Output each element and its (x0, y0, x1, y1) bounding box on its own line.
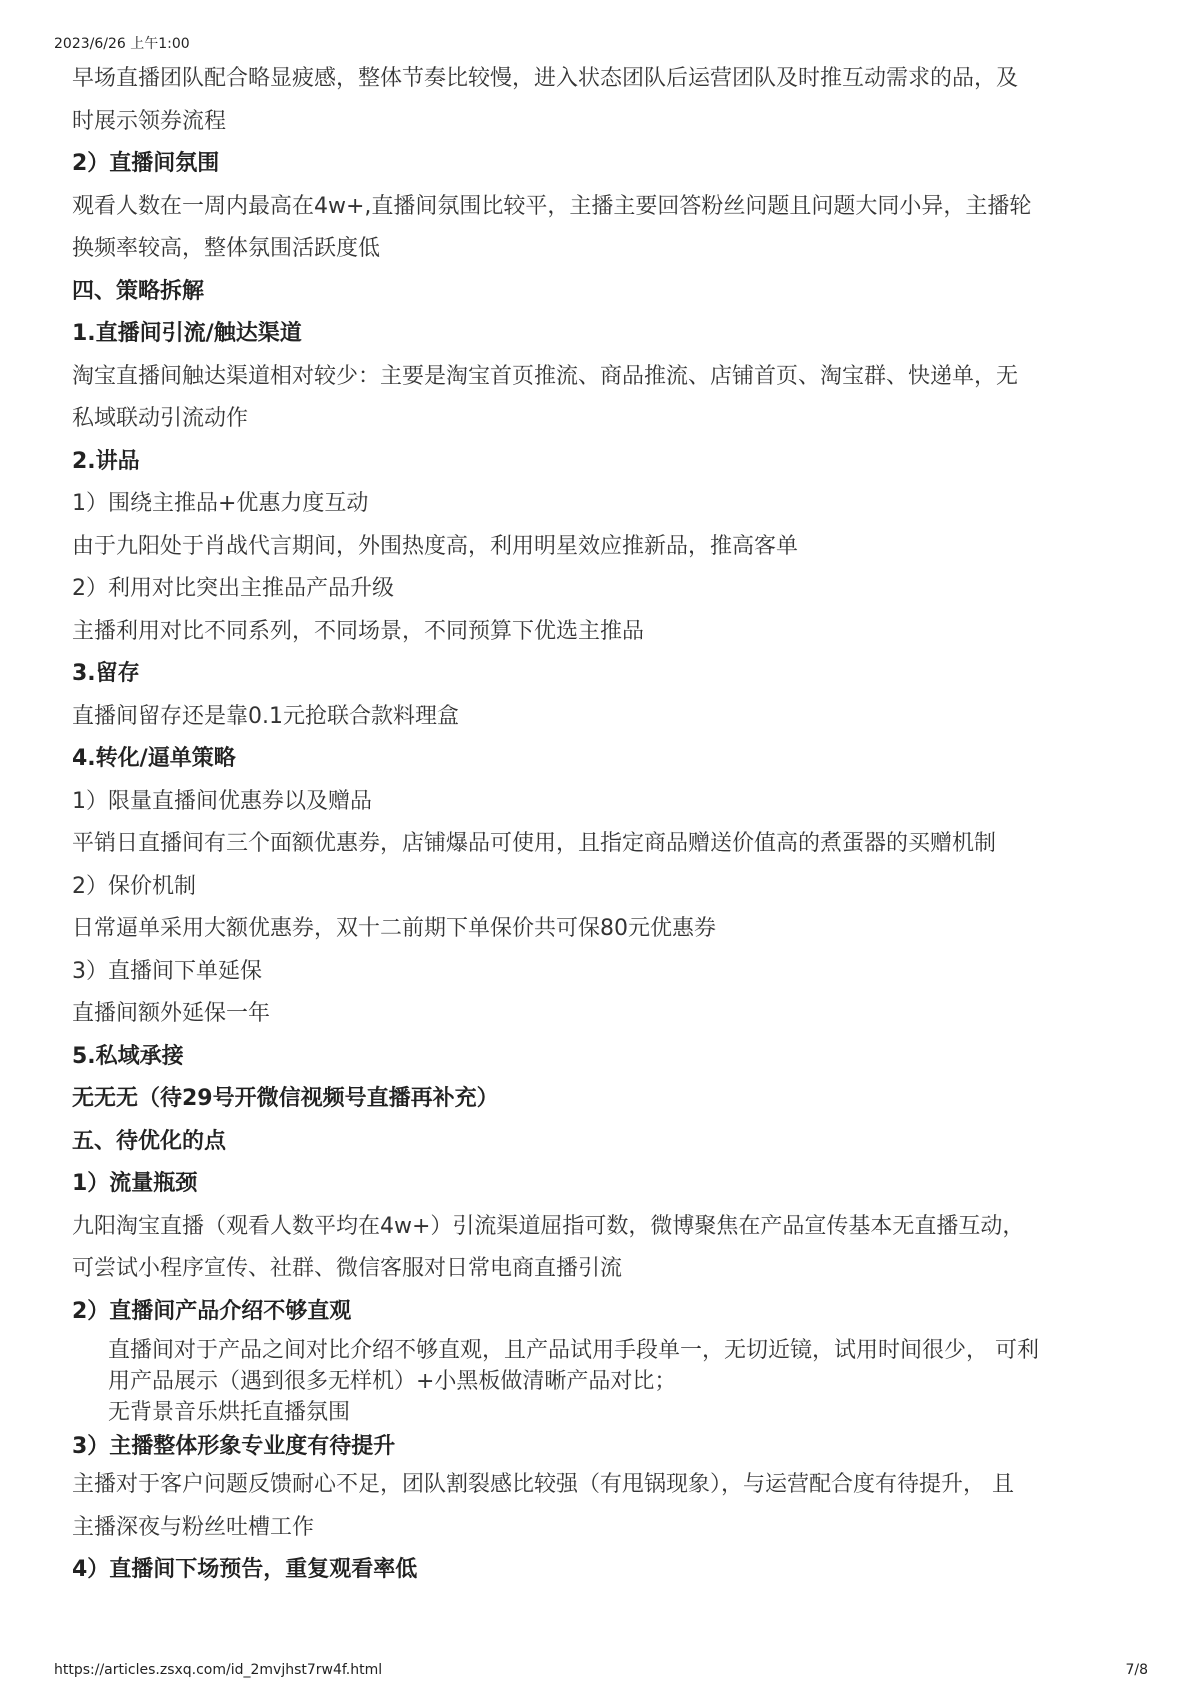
indented-line: 无背景音乐烘托直播氛围 (108, 1400, 351, 1425)
print-timestamp: 2023/6/26 上午1:00 (54, 36, 190, 52)
section-heading: 五、待优化的点 (72, 1128, 227, 1154)
paragraph-line: 主播对于客户问题反馈耐心不足，团队割裂感比较强（有甩锅现象），与运营配合度有待提升， 且 (72, 1472, 1014, 1497)
list-item: 3）直播间下单延保 (72, 958, 262, 984)
paragraph-line: 日常逼单采用大额优惠券，双十二前期下单保价共可保80元优惠券 (72, 916, 716, 941)
paragraph-line: 早场直播团队配合略显疲感，整体节奏比较慢，进入状态团队后运营团队及时推互动需求的品，及 (72, 66, 1019, 91)
footer-url[interactable]: https://articles.zsxq.com/id_2mvjhst7rw4f.html (54, 1662, 383, 1678)
subheading: 2）直播间产品介绍不够直观 (72, 1298, 352, 1324)
subheading: 2）直播间氛围 (72, 151, 220, 176)
subheading: 3）主播整体形象专业度有待提升 (72, 1434, 396, 1459)
paragraph-line: 可尝试小程序宣传、社群、微信客服对日常电商直播引流 (72, 1256, 623, 1281)
indented-line: 直播间对于产品之间对比介绍不够直观，且产品试用手段单一，无切近镜，试用时间很少， 可利 (108, 1338, 1039, 1363)
paragraph-line: 直播间留存还是靠0.1元抢联合款料理盒 (72, 703, 459, 729)
bold-paragraph: 无无无（待29号开微信视频号直播再补充） (72, 1086, 499, 1111)
article-body (72, 58, 1152, 1592)
paragraph-line: 主播利用对比不同系列，不同场景，不同预算下优选主推品 (72, 618, 645, 644)
indented-line: 用产品展示（遇到很多无样机）+小黑板做清晰产品对比； (108, 1369, 677, 1394)
subheading: 4.转化/逼单策略 (72, 746, 236, 771)
paragraph-line: 时展示领券流程 (72, 108, 227, 134)
paragraph-line: 主播深夜与粉丝吐槽工作 (72, 1514, 315, 1540)
subheading: 1.直播间引流/触达渠道 (72, 321, 302, 346)
paragraph-line: 九阳淘宝直播（观看人数平均在4w+）引流渠道屈指可数，微博聚焦在产品宣传基本无直播互动， (72, 1213, 1025, 1239)
subheading: 1）流量瓶颈 (72, 1171, 198, 1196)
list-item: 2）保价机制 (72, 873, 196, 899)
subheading: 4）直播间下场预告，重复观看率低 (72, 1557, 418, 1582)
paragraph-line: 私域联动引流动作 (72, 406, 249, 431)
section-heading: 四、策略拆解 (72, 278, 205, 304)
list-item: 2）利用对比突出主推品产品升级 (72, 576, 394, 601)
paragraph-line: 直播间额外延保一年 (72, 1001, 271, 1026)
indented-block (72, 1335, 1152, 1428)
page-number: 7/8 (1125, 1662, 1148, 1678)
paragraph-line: 平销日直播间有三个面额优惠券，店铺爆品可使用，且指定商品赠送价值高的煮蛋器的买赠机制 (72, 831, 997, 856)
paragraph-line: 由于九阳处于肖战代言期间，外围热度高，利用明星效应推新品，推高客单 (72, 533, 799, 559)
subheading: 2.讲品 (72, 448, 140, 474)
paragraph-line: 观看人数在一周内最高在4w+,直播间氛围比较平，主播主要回答粉丝问题且问题大同小异，主播轮 (72, 193, 1032, 219)
subheading: 3.留存 (72, 661, 140, 686)
subheading: 5.私域承接 (72, 1043, 184, 1069)
list-item: 1）限量直播间优惠券以及赠品 (72, 788, 372, 814)
paragraph-line: 淘宝直播间触达渠道相对较少：主要是淘宝首页推流、商品推流、店铺首页、淘宝群、快递单，无 (72, 363, 1019, 389)
list-item: 1）围绕主推品+优惠力度互动 (72, 491, 369, 516)
paragraph-line: 换频率较高，整体氛围活跃度低 (72, 236, 381, 261)
